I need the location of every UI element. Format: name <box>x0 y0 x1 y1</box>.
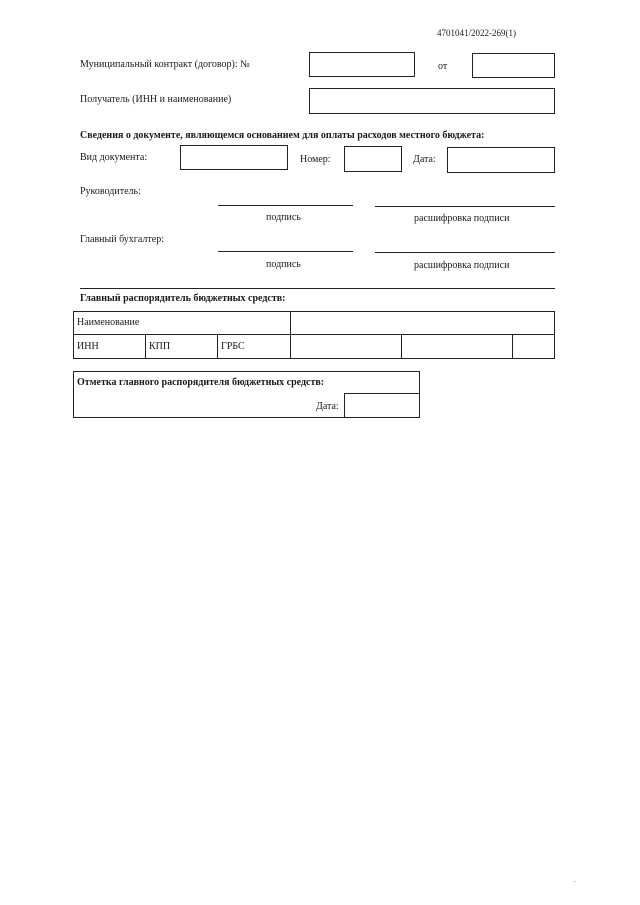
doc-type-label: Вид документа: <box>80 152 148 163</box>
document-number: 4701041/2022-269(1) <box>437 28 516 38</box>
mark-date-label: Дата: <box>316 401 339 412</box>
accountant-decode-line[interactable] <box>375 252 555 253</box>
doc-type-field[interactable] <box>180 145 288 170</box>
kpp-cell-value[interactable] <box>402 335 511 358</box>
table-column-divider <box>217 334 218 359</box>
table-column-divider <box>145 334 146 359</box>
contract-label: Муниципальный контракт (договор): № <box>80 59 250 70</box>
accountant-signature-line[interactable] <box>218 251 353 252</box>
contract-number-field[interactable] <box>309 52 415 77</box>
doc-date-field[interactable] <box>447 147 555 173</box>
accountant-decode-caption: расшифровка подписи <box>414 260 510 271</box>
head-signature-line[interactable] <box>218 205 353 206</box>
mark-date-field[interactable] <box>344 393 420 418</box>
grbs-cell-label: ГРБС <box>221 341 245 352</box>
inn-cell-value[interactable] <box>291 335 400 358</box>
contract-from-label: от <box>438 61 448 72</box>
inn-cell-label: ИНН <box>77 341 99 352</box>
name-cell-value[interactable] <box>291 312 554 334</box>
accountant-label: Главный бухгалтер: <box>80 234 165 245</box>
grbs-cell-value[interactable] <box>513 335 554 358</box>
contract-date-field[interactable] <box>472 53 555 78</box>
recipient-field[interactable] <box>309 88 555 114</box>
head-decode-line[interactable] <box>375 206 555 207</box>
footer-mark: . <box>574 875 576 884</box>
accountant-signature-caption: подпись <box>266 259 301 270</box>
head-signature-caption: подпись <box>266 212 301 223</box>
name-cell-label: Наименование <box>77 317 140 328</box>
doc-number-field[interactable] <box>344 146 402 172</box>
head-label: Руководитель: <box>80 186 141 197</box>
kpp-cell-label: КПП <box>149 341 171 352</box>
section-divider <box>80 288 555 289</box>
head-decode-caption: расшифровка подписи <box>414 213 510 224</box>
recipient-label: Получатель (ИНН и наименование) <box>80 94 232 105</box>
doc-number-label: Номер: <box>300 154 331 165</box>
chief-manager-heading: Главный распорядитель бюджетных средств: <box>80 293 286 304</box>
mark-heading: Отметка главного распорядителя бюджетных средств: <box>77 377 325 388</box>
basis-heading: Сведения о документе, являющемся основанием для оплаты расходов местного бюджета: <box>80 130 485 141</box>
doc-date-label: Дата: <box>413 154 436 165</box>
